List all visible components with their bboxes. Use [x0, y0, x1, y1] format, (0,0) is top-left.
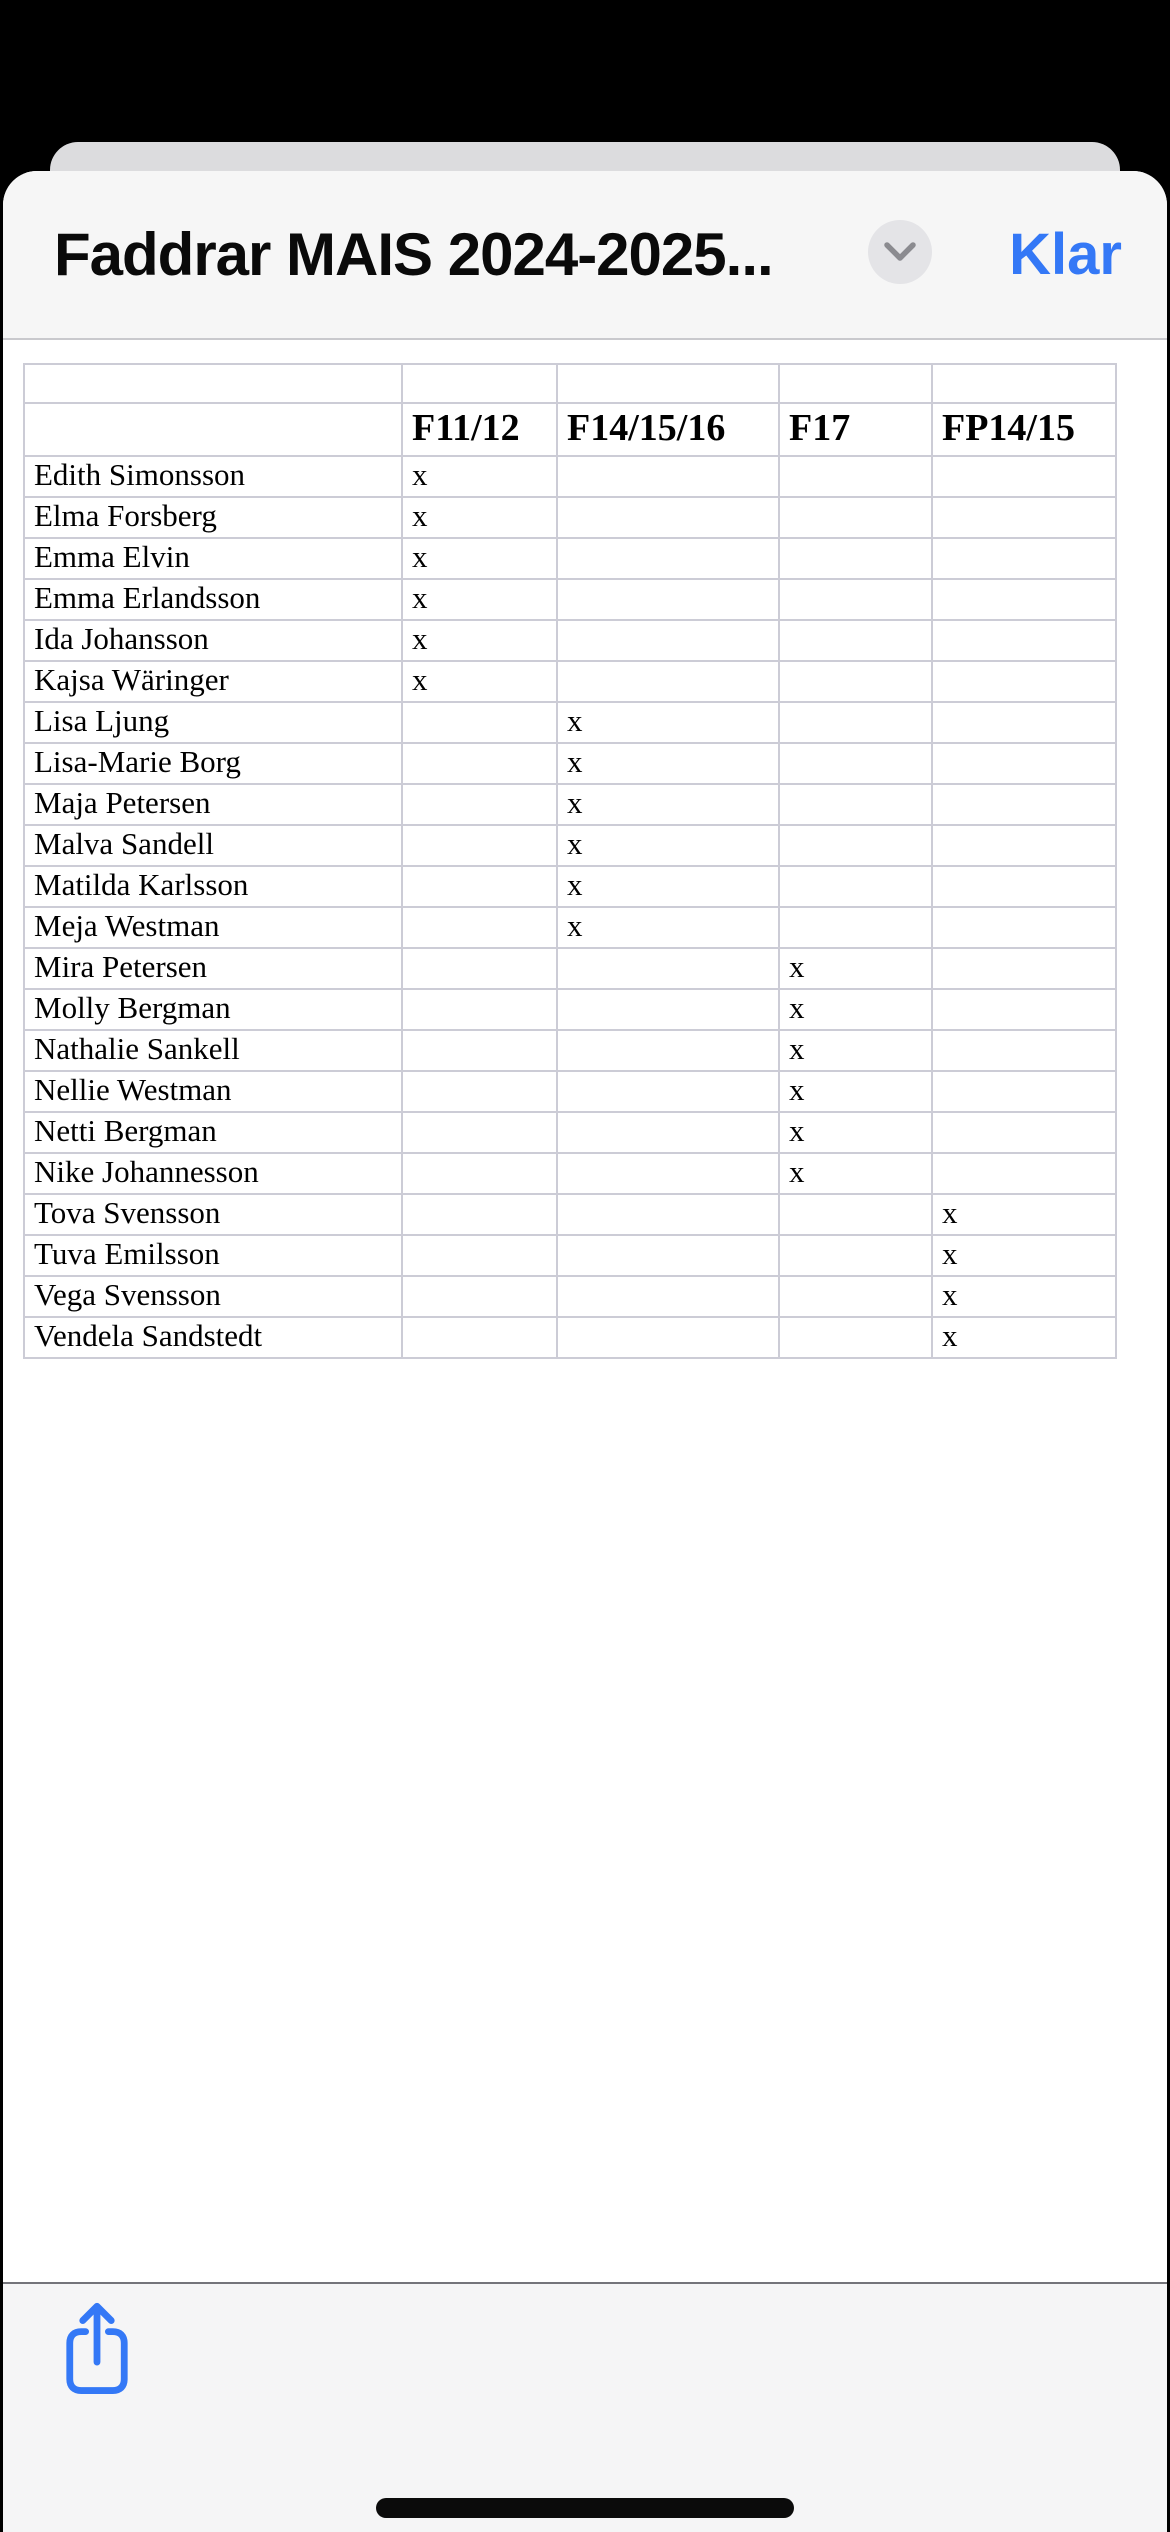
row-name-cell: Tuva Emilsson [24, 1235, 402, 1276]
table-row [24, 579, 1116, 620]
mark-cell [402, 1112, 557, 1153]
table-row [24, 1276, 1116, 1317]
mark-cell [557, 661, 779, 702]
row-name-cell: Nellie Westman [24, 1071, 402, 1112]
mark-cell [402, 825, 557, 866]
title-menu-button[interactable] [868, 220, 932, 284]
mark-cell [932, 825, 1116, 866]
share-icon [59, 2297, 135, 2397]
mark-cell [779, 743, 932, 784]
table-row [24, 907, 1116, 948]
row-name-cell: Lisa-Marie Borg [24, 743, 402, 784]
row-name-cell: Emma Erlandsson [24, 579, 402, 620]
mark-cell [932, 907, 1116, 948]
mark-cell: x [402, 497, 557, 538]
mark-cell [932, 743, 1116, 784]
mark-cell [402, 907, 557, 948]
row-name-cell: Emma Elvin [24, 538, 402, 579]
row-name-cell: Kajsa Wäringer [24, 661, 402, 702]
mark-cell [402, 1030, 557, 1071]
mark-cell [557, 989, 779, 1030]
mark-cell [932, 538, 1116, 579]
mark-cell: x [932, 1317, 1116, 1358]
mark-cell [557, 1153, 779, 1194]
mark-cell: x [779, 1112, 932, 1153]
table-row [24, 743, 1116, 784]
row-name-cell: Vega Svensson [24, 1276, 402, 1317]
mark-cell [557, 1317, 779, 1358]
column-header [24, 403, 402, 456]
mark-cell: x [557, 743, 779, 784]
table-row [24, 825, 1116, 866]
mark-cell [779, 825, 932, 866]
row-name-cell: Mira Petersen [24, 948, 402, 989]
mark-cell [402, 1194, 557, 1235]
mark-cell [779, 497, 932, 538]
mark-cell [402, 743, 557, 784]
mark-cell [779, 866, 932, 907]
mark-cell [557, 1235, 779, 1276]
mark-cell [932, 497, 1116, 538]
table-body [24, 364, 1116, 1358]
mark-cell [557, 1030, 779, 1071]
table-row [24, 1112, 1116, 1153]
mark-cell [779, 1317, 932, 1358]
mark-cell [557, 1112, 779, 1153]
document-title: Faddrar MAIS 2024-2025... [54, 221, 773, 288]
done-button[interactable]: Klar [1009, 171, 1122, 338]
home-indicator[interactable] [376, 2498, 794, 2518]
mark-cell [557, 579, 779, 620]
table-row [24, 1235, 1116, 1276]
mark-cell [932, 866, 1116, 907]
mark-cell [557, 1071, 779, 1112]
mark-cell [932, 1112, 1116, 1153]
column-header: F17 [779, 403, 932, 456]
mark-cell: x [402, 538, 557, 579]
table-row [24, 456, 1116, 497]
mark-cell [932, 620, 1116, 661]
row-name-cell: Meja Westman [24, 907, 402, 948]
mark-cell [779, 1235, 932, 1276]
row-name-cell: Maja Petersen [24, 784, 402, 825]
share-button[interactable] [55, 2292, 139, 2402]
navigation-bar [3, 171, 1167, 340]
mark-cell: x [402, 456, 557, 497]
mark-cell [779, 538, 932, 579]
mark-cell: x [932, 1194, 1116, 1235]
mark-cell [402, 948, 557, 989]
mark-cell [932, 1071, 1116, 1112]
mark-cell [932, 948, 1116, 989]
table-row [24, 702, 1116, 743]
mark-cell: x [557, 702, 779, 743]
header-row [24, 403, 1116, 456]
mark-cell [402, 1276, 557, 1317]
quicklook-sheet [3, 171, 1167, 2532]
table-row [24, 1317, 1116, 1358]
spacer-cell [779, 364, 932, 403]
mark-cell [557, 497, 779, 538]
row-name-cell: Edith Simonsson [24, 456, 402, 497]
mark-cell [779, 907, 932, 948]
table-row [24, 948, 1116, 989]
column-header: F14/15/16 [557, 403, 779, 456]
mark-cell [779, 702, 932, 743]
mark-cell [779, 661, 932, 702]
row-name-cell: Lisa Ljung [24, 702, 402, 743]
table-row [24, 1030, 1116, 1071]
mark-cell [557, 620, 779, 661]
table-row [24, 538, 1116, 579]
mark-cell [779, 1194, 932, 1235]
mark-cell [932, 456, 1116, 497]
mark-cell: x [557, 866, 779, 907]
mark-cell [779, 784, 932, 825]
row-name-cell: Netti Bergman [24, 1112, 402, 1153]
mark-cell [402, 1071, 557, 1112]
mark-cell [932, 661, 1116, 702]
mark-cell [402, 784, 557, 825]
mark-cell [402, 989, 557, 1030]
table-row [24, 1153, 1116, 1194]
mark-cell: x [557, 784, 779, 825]
mark-cell [932, 989, 1116, 1030]
mark-cell [557, 456, 779, 497]
row-name-cell: Nike Johannesson [24, 1153, 402, 1194]
mark-cell [557, 538, 779, 579]
mark-cell: x [932, 1235, 1116, 1276]
table-row [24, 497, 1116, 538]
spacer-cell [932, 364, 1116, 403]
mark-cell [779, 1276, 932, 1317]
mark-cell [402, 866, 557, 907]
spacer-row [24, 364, 1116, 403]
row-name-cell: Ida Johansson [24, 620, 402, 661]
table-row [24, 661, 1116, 702]
row-name-cell: Nathalie Sankell [24, 1030, 402, 1071]
mark-cell: x [779, 1071, 932, 1112]
table-row [24, 989, 1116, 1030]
mark-cell [932, 579, 1116, 620]
mark-cell: x [557, 907, 779, 948]
spreadsheet-table [23, 363, 1117, 1359]
table-row [24, 620, 1116, 661]
mark-cell [779, 579, 932, 620]
mark-cell [779, 620, 932, 661]
spacer-cell [557, 364, 779, 403]
mark-cell [402, 1317, 557, 1358]
mark-cell: x [779, 948, 932, 989]
mark-cell: x [402, 620, 557, 661]
mark-cell: x [402, 661, 557, 702]
column-header: F11/12 [402, 403, 557, 456]
row-name-cell: Matilda Karlsson [24, 866, 402, 907]
mark-cell: x [557, 825, 779, 866]
bottom-toolbar [3, 2282, 1167, 2532]
mark-cell [932, 702, 1116, 743]
mark-cell: x [779, 1153, 932, 1194]
table-row [24, 1071, 1116, 1112]
mark-cell [932, 1153, 1116, 1194]
mark-cell [557, 1276, 779, 1317]
row-name-cell: Vendela Sandstedt [24, 1317, 402, 1358]
chevron-down-icon [882, 241, 918, 263]
mark-cell [402, 1235, 557, 1276]
mark-cell [402, 1153, 557, 1194]
row-name-cell: Elma Forsberg [24, 497, 402, 538]
table-row [24, 784, 1116, 825]
mark-cell [402, 702, 557, 743]
mark-cell [779, 456, 932, 497]
mark-cell [932, 1030, 1116, 1071]
spacer-cell [24, 364, 402, 403]
mark-cell [557, 1194, 779, 1235]
mark-cell [932, 784, 1116, 825]
row-name-cell: Molly Bergman [24, 989, 402, 1030]
mark-cell: x [779, 1030, 932, 1071]
table-row [24, 1194, 1116, 1235]
table-row [24, 866, 1116, 907]
mark-cell: x [779, 989, 932, 1030]
row-name-cell: Malva Sandell [24, 825, 402, 866]
document-preview[interactable] [3, 340, 1167, 2282]
row-name-cell: Tova Svensson [24, 1194, 402, 1235]
column-header: FP14/15 [932, 403, 1116, 456]
spacer-cell [402, 364, 557, 403]
mark-cell: x [402, 579, 557, 620]
mark-cell: x [932, 1276, 1116, 1317]
mark-cell [557, 948, 779, 989]
